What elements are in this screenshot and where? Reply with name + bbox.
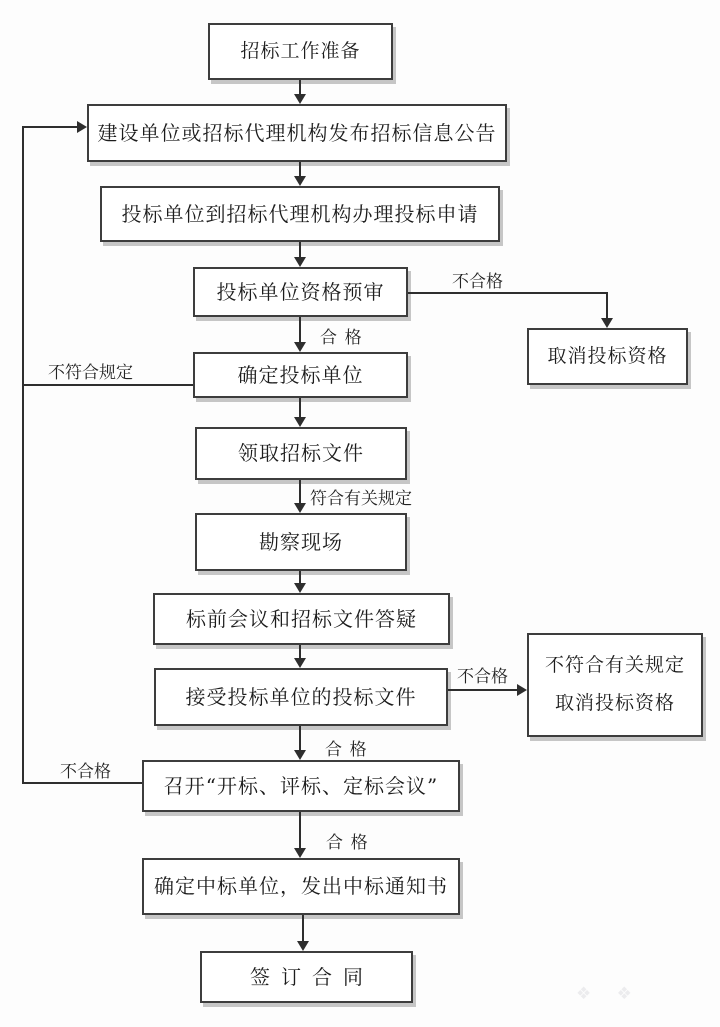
label-unqualified-top-right: 不合格 bbox=[452, 272, 503, 292]
node-cancel-qualification-1 bbox=[527, 328, 688, 385]
edge-openbid-feedback-h bbox=[23, 782, 142, 784]
label-not-conform-rules: 不符合规定 bbox=[48, 363, 133, 383]
edge-prequalify-cancel1-v bbox=[606, 292, 608, 320]
node-meeting-label: 标前会议和招标文件答疑 bbox=[186, 606, 417, 631]
arrowhead-icon bbox=[517, 684, 527, 696]
arrowhead-icon bbox=[601, 318, 613, 328]
arrowhead-icon bbox=[297, 941, 309, 951]
node-confirm-bidders bbox=[193, 352, 408, 398]
label-qualified-1: 合格 bbox=[320, 328, 370, 348]
arrowhead-icon bbox=[294, 750, 306, 760]
arrow-award-sign bbox=[302, 915, 304, 943]
arrowhead-icon bbox=[294, 583, 306, 593]
node-prep bbox=[208, 23, 393, 80]
arrowhead-icon bbox=[294, 417, 306, 427]
node-apply bbox=[100, 186, 500, 242]
arrowhead-icon bbox=[294, 176, 306, 186]
node-open-bid-meeting bbox=[142, 760, 460, 812]
arrowhead-icon bbox=[294, 503, 306, 513]
watermark-icon: ❖ ❖ bbox=[576, 984, 642, 1004]
node-accept-bid-docs bbox=[154, 668, 448, 726]
node-openbid-label: 召开“开标、评标、定标会议” bbox=[163, 773, 439, 798]
feedback-loop-top-h bbox=[22, 126, 78, 128]
feedback-loop-vline bbox=[22, 126, 24, 784]
node-cancel-qualification-2 bbox=[527, 633, 703, 737]
node-prebid-meeting bbox=[153, 593, 450, 645]
edge-prequalify-cancel1-h bbox=[408, 292, 608, 294]
edge-accept-cancel2-h bbox=[448, 689, 518, 691]
node-obtain-label: 领取招标文件 bbox=[238, 441, 364, 465]
arrowhead-icon bbox=[294, 342, 306, 352]
arrowhead-icon bbox=[294, 94, 306, 104]
node-cancel1-label: 取消投标资格 bbox=[547, 344, 668, 367]
label-conform-rules: 符合有关规定 bbox=[310, 489, 412, 509]
node-prequalify-label: 投标单位资格预审 bbox=[216, 279, 385, 304]
label-unqualified-mid-right: 不合格 bbox=[457, 667, 508, 687]
arrow-obtain-survey bbox=[299, 480, 301, 505]
edge-confirm-feedback-h bbox=[23, 384, 193, 386]
arrowhead-icon bbox=[294, 848, 306, 858]
label-qualified-3: 合格 bbox=[326, 833, 376, 853]
node-announce-label: 建设单位或招标代理机构发布招标信息公告 bbox=[97, 120, 497, 145]
node-accept-label: 接受投标单位的投标文件 bbox=[185, 684, 417, 709]
arrow-accept-openbid bbox=[299, 726, 301, 752]
arrowhead-icon bbox=[294, 658, 306, 668]
node-sign-contract bbox=[200, 951, 413, 1003]
label-qualified-2: 合格 bbox=[325, 740, 375, 760]
node-apply-label: 投标单位到招标代理机构办理投标申请 bbox=[121, 201, 479, 226]
node-prep-label: 招标工作准备 bbox=[240, 39, 361, 62]
label-unqualified-left: 不合格 bbox=[60, 762, 111, 782]
node-award-label: 确定中标单位，发出中标通知书 bbox=[154, 874, 448, 898]
node-sign-label: 签订合同 bbox=[250, 964, 374, 989]
node-prequalify bbox=[193, 267, 408, 317]
node-cancel2-line1: 不符合有关规定 bbox=[544, 654, 685, 677]
node-cancel2-line2: 取消投标资格 bbox=[554, 692, 675, 714]
node-site-survey bbox=[195, 513, 407, 571]
arrow-prequalify-confirm bbox=[299, 317, 301, 344]
node-obtain-docs bbox=[195, 427, 407, 480]
node-survey-label: 勘察现场 bbox=[259, 529, 343, 554]
arrowhead-icon bbox=[294, 257, 306, 267]
node-announce bbox=[87, 104, 507, 162]
node-award-notice bbox=[142, 858, 460, 915]
arrowhead-icon bbox=[77, 121, 87, 133]
arrow-openbid-award bbox=[299, 812, 301, 850]
arrow-confirm-obtain bbox=[299, 398, 301, 419]
node-confirm-label: 确定投标单位 bbox=[237, 362, 364, 387]
